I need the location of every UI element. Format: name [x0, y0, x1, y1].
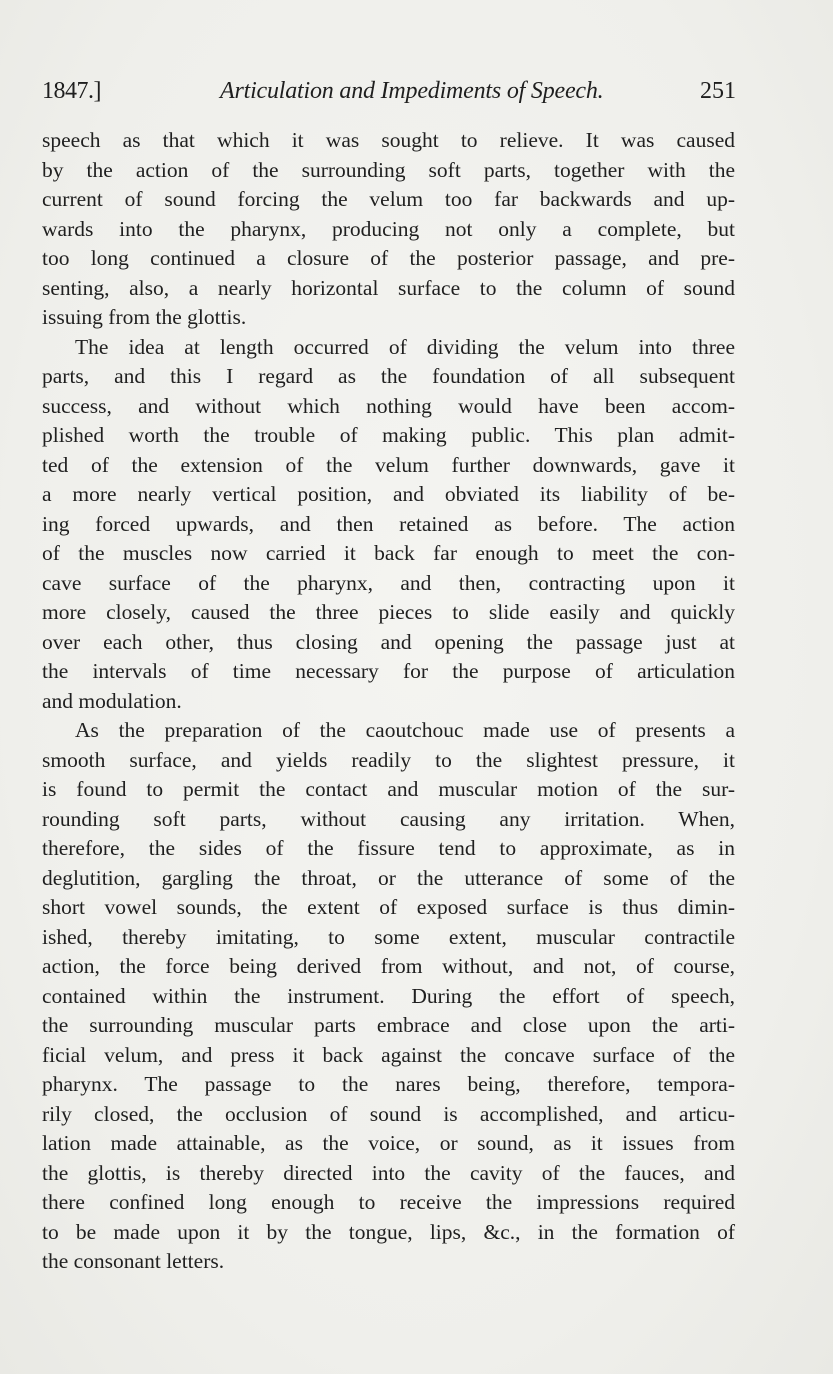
text-line: action, the force being derived from without, and not, of course, [42, 954, 735, 978]
text-line: success, and without which nothing would have been accom- [42, 393, 735, 418]
text-line: more closely, caused the three pieces to slide easily and quickly [42, 600, 735, 624]
text-line: therefore, the sides of the fissure tend to approximate, as in [42, 836, 735, 860]
text-line: and modulation. [42, 688, 182, 713]
text-line: short vowel sounds, the extent of exposed surface is thus dimin- [42, 895, 735, 919]
text-line: issuing from the glottis. [42, 305, 247, 329]
text-line: pharynx. The passage to the nares being, therefore, tempora- [42, 1072, 735, 1096]
text-line: ted of the extension of the velum further downwards, gave it [42, 452, 735, 477]
page-number: 251 [700, 78, 736, 104]
text-line: The idea at length occurred of dividing the velum into three [75, 334, 735, 359]
text-line: ished, thereby imitating, to some extent, muscular contractile [42, 924, 735, 949]
text-line: to be made upon it by the tongue, lips, &c., in the formation of [42, 1219, 735, 1244]
text-line: ing forced upwards, and then retained as before. The action [42, 511, 735, 536]
header-year: 1847.] [42, 78, 101, 104]
body-text [42, 126, 735, 1277]
paragraph [42, 126, 735, 333]
text-line: too long continued a closure of the posterior passage, and pre- [42, 246, 735, 270]
text-line: over each other, thus closing and opening the passage just at [42, 629, 735, 654]
text-line: by the action of the surrounding soft parts, together with the [42, 157, 735, 182]
text-line: is found to permit the contact and muscular motion of the sur- [42, 777, 735, 801]
text-line: plished worth the trouble of making public. This plan admit- [42, 423, 735, 447]
text-line: there confined long enough to receive the impressions required [42, 1190, 735, 1214]
text-line: deglutition, gargling the throat, or the utterance of some of the [42, 865, 735, 890]
text-line: the glottis, is thereby directed into the cavity of the fauces, and [42, 1160, 735, 1185]
text-line: wards into the pharynx, producing not only a complete, but [42, 216, 735, 241]
text-line: the surrounding muscular parts embrace and close upon the arti- [42, 1013, 735, 1037]
text-line: cave surface of the pharynx, and then, contracting upon it [42, 570, 735, 595]
text-line: speech as that which it was sought to relieve. It was caused [42, 128, 735, 152]
paragraph [42, 333, 735, 717]
text-line: current of sound forcing the velum too far backwards and up- [42, 187, 735, 211]
header-title: Articulation and Impediments of Speech. [220, 78, 604, 104]
text-line: lation made attainable, as the voice, or sound, as it issues from [42, 1131, 735, 1155]
running-header [42, 74, 736, 108]
text-line: As the preparation of the caoutchouc made use of presents a [75, 718, 735, 742]
paragraph [42, 716, 735, 1277]
text-line: rily closed, the occlusion of sound is accomplished, and articu- [42, 1101, 735, 1126]
text-line: the intervals of time necessary for the purpose of articulation [42, 659, 735, 683]
text-line: the consonant letters. [42, 1249, 225, 1273]
text-line: smooth surface, and yields readily to the slightest pressure, it [42, 747, 735, 772]
text-line: contained within the instrument. During the effort of speech, [42, 983, 735, 1008]
text-line: rounding soft parts, without causing any irritation. When, [42, 806, 735, 831]
text-line: a more nearly vertical position, and obviated its liability of be- [42, 482, 735, 506]
text-line: senting, also, a nearly horizontal surface to the column of sound [42, 275, 735, 300]
text-line: ficial velum, and press it back against the concave surface of the [42, 1042, 735, 1067]
text-line: parts, and this I regard as the foundation of all subsequent [42, 364, 735, 388]
text-line: of the muscles now carried it back far enough to meet the con- [42, 541, 735, 565]
